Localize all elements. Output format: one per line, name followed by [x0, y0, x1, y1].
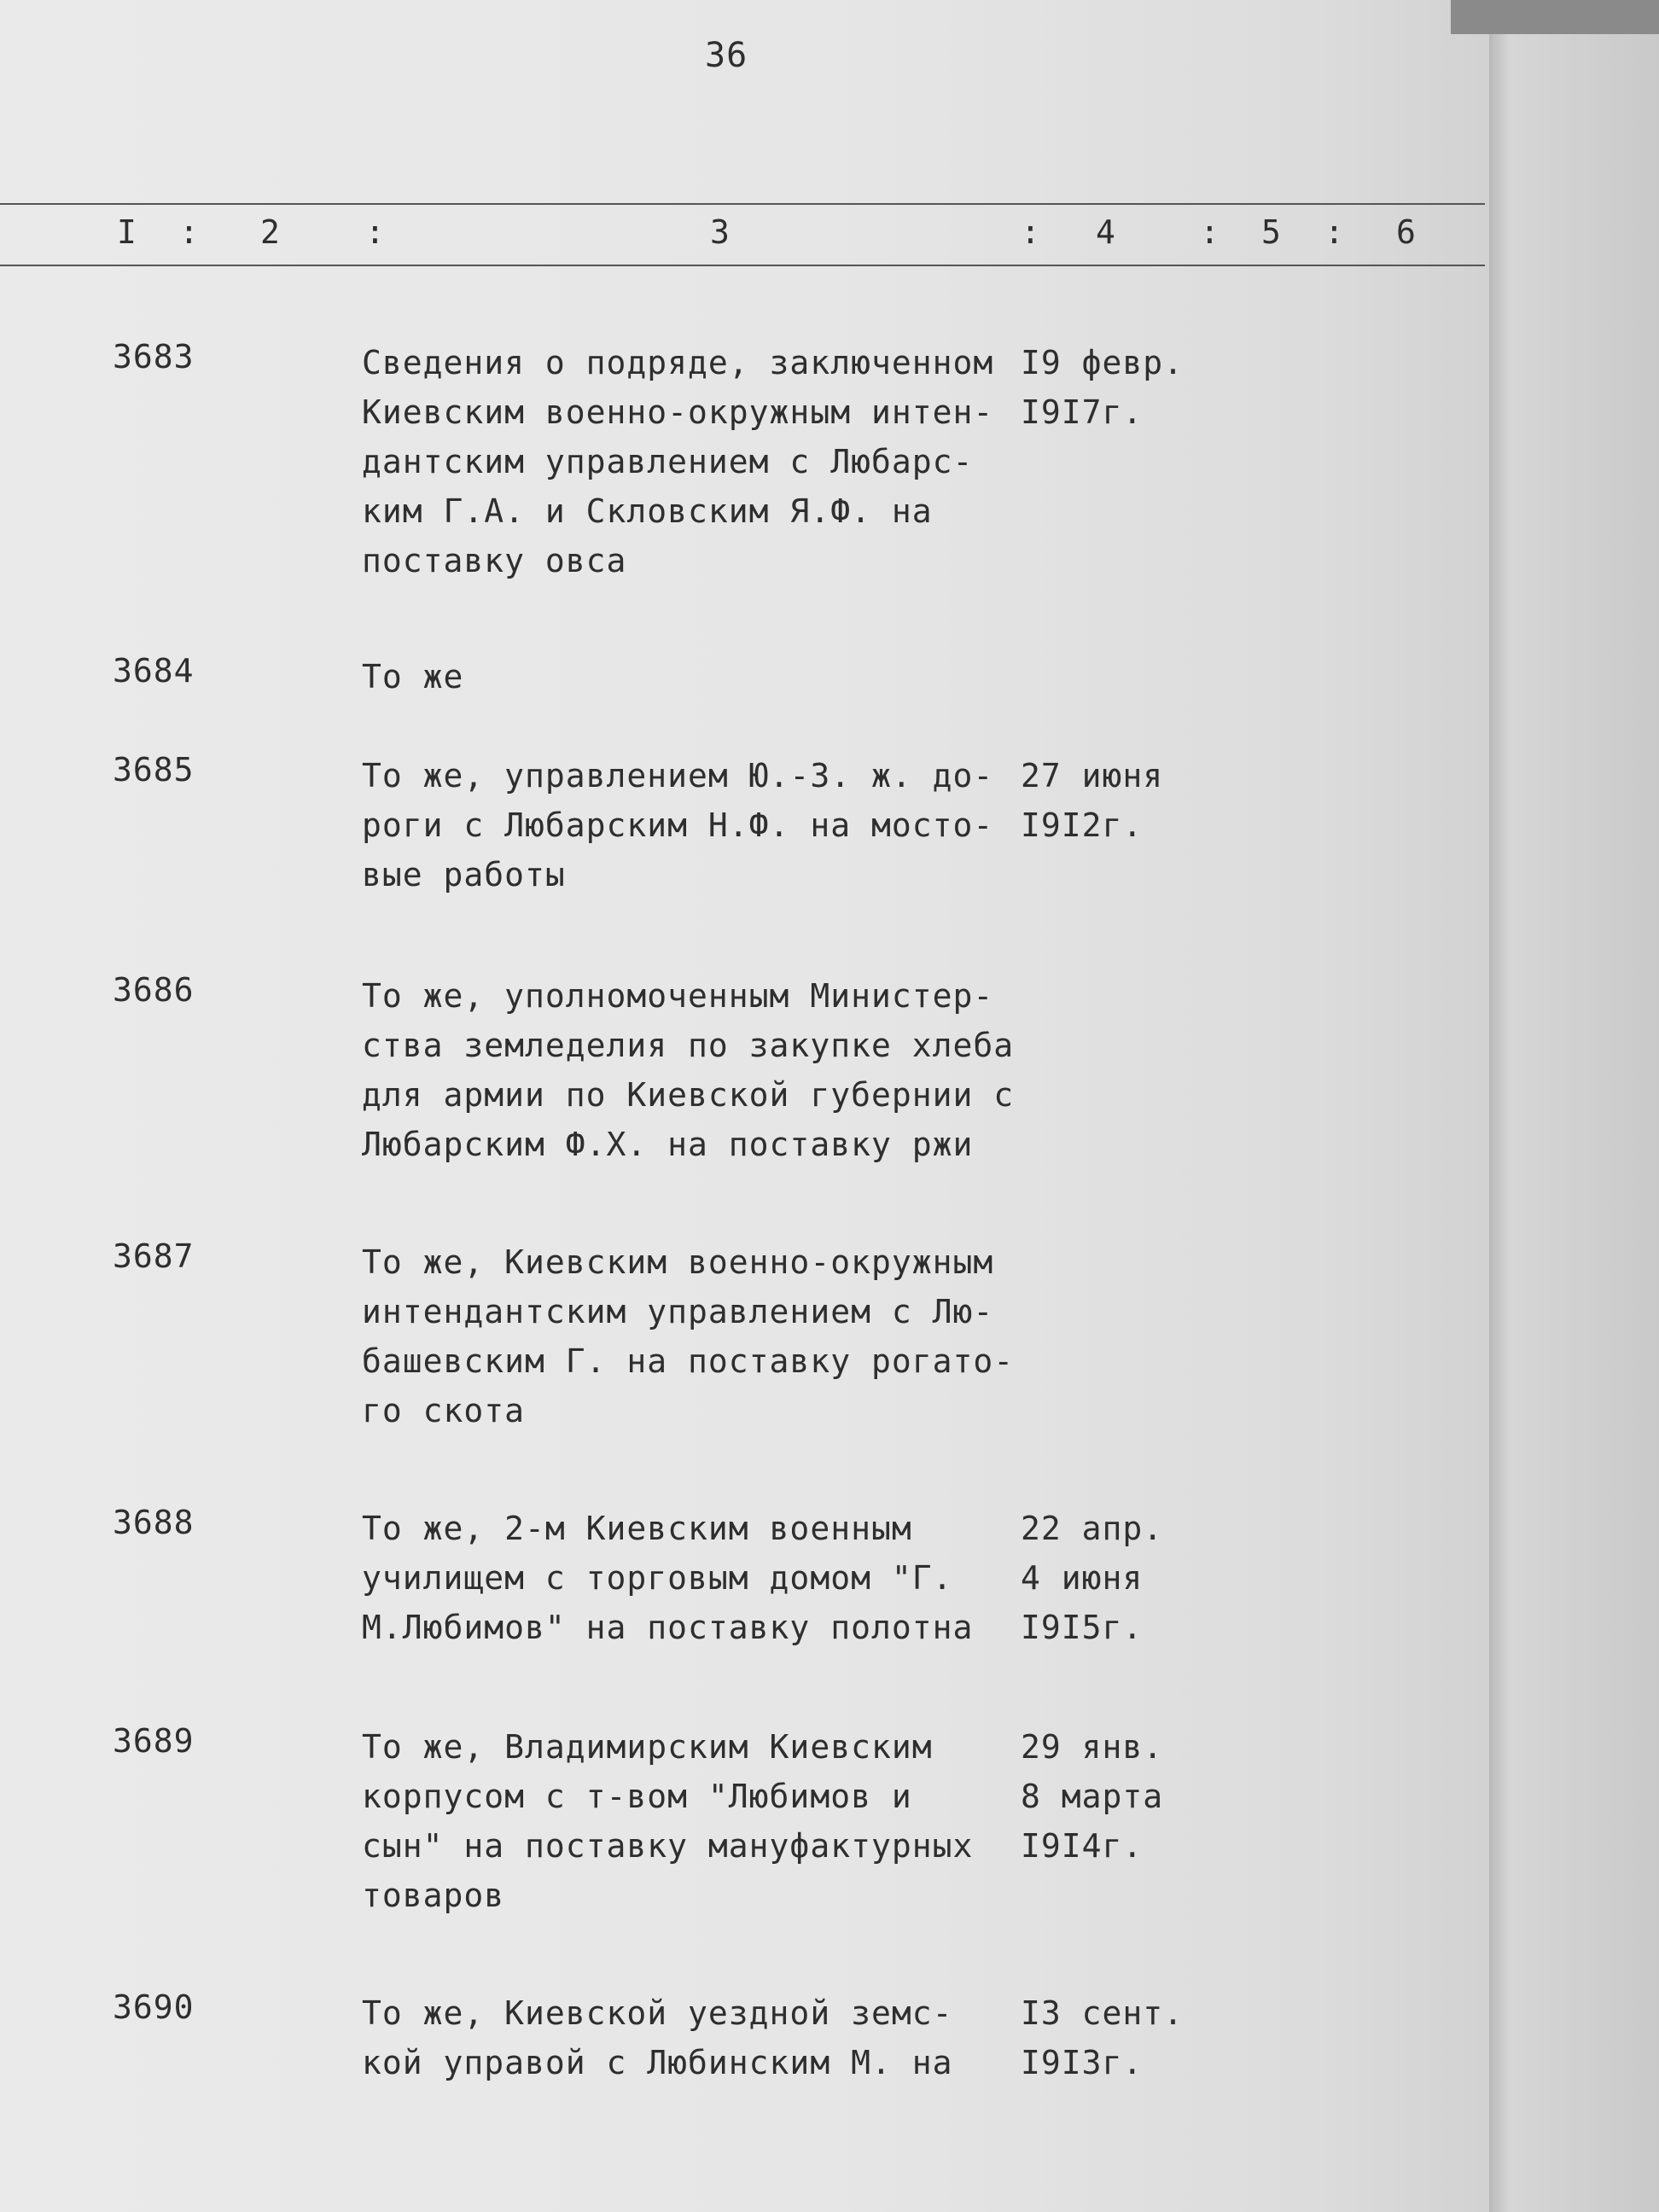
record-number: 3684	[113, 652, 195, 690]
description-line: го скота	[362, 1392, 526, 1429]
date-line: I3 сент.	[1021, 1994, 1185, 2032]
column-header-separator: :	[365, 213, 386, 251]
description-line: вые работы	[362, 856, 566, 894]
column-header-separator: :	[179, 213, 200, 251]
description-line: То же, Киевским военно-окружным	[362, 1243, 994, 1281]
date-line: 27 июня	[1021, 757, 1164, 795]
description-line: кой управой с Любинским М. на	[362, 2044, 953, 2081]
date-line: 4 июня	[1021, 1559, 1144, 1597]
page-number: 36	[705, 36, 748, 75]
column-header-separator: :	[1200, 213, 1220, 251]
record-number: 3683	[113, 338, 195, 375]
record-description	[362, 1722, 973, 1920]
description-line: То же, 2-м Киевским военным	[362, 1510, 912, 1547]
date-line: I9I5г.	[1021, 1609, 1144, 1646]
page-edge	[1489, 34, 1659, 2212]
column-header-1: I	[117, 213, 137, 251]
column-header-5: 5	[1261, 213, 1282, 251]
description-line: для армии по Киевской губернии с	[362, 1076, 1015, 1114]
record-dates	[1021, 338, 1184, 437]
description-line: То же, управлением Ю.-З. ж. до-	[362, 757, 994, 795]
description-line: То же, уполномоченным Министер-	[362, 977, 994, 1015]
column-header-separator: :	[1021, 213, 1041, 251]
description-line: сын" на поставку мануфактурных	[362, 1827, 974, 1865]
date-line: I9I3г.	[1021, 2044, 1144, 2081]
description-line: ким Г.А. и Скловским Я.Ф. на	[362, 492, 933, 530]
record-description	[362, 1237, 1014, 1435]
description-line: интендантским управлением с Лю-	[362, 1293, 994, 1330]
description-line: Киевским военно-окружным интен-	[362, 393, 994, 431]
record-dates	[1021, 751, 1163, 850]
date-line: I9I4г.	[1021, 1827, 1144, 1865]
record-number: 3687	[113, 1237, 195, 1275]
record-dates	[1021, 1722, 1163, 1871]
description-line: училищем с торговым домом "Г.	[362, 1559, 953, 1597]
date-line: I9I2г.	[1021, 806, 1144, 844]
record-number: 3685	[113, 751, 195, 789]
record-description	[362, 1988, 952, 2087]
description-line: башевским Г. на поставку рогато-	[362, 1342, 1015, 1380]
description-line: корпусом с т-вом "Любимов и	[362, 1778, 912, 1815]
description-line: ства земледелия по закупке хлеба	[362, 1027, 1015, 1064]
column-header-6: 6	[1396, 213, 1417, 251]
column-header-2: 2	[260, 213, 281, 251]
description-line: Сведения о подряде, заключенном	[362, 344, 994, 381]
record-dates	[1021, 1988, 1184, 2087]
description-line: М.Любимов" на поставку полотна	[362, 1609, 974, 1646]
date-line: I9 февр.	[1021, 344, 1185, 381]
date-line: 22 апр.	[1021, 1510, 1164, 1547]
description-line: поставку овса	[362, 542, 627, 579]
description-line: Любарским Ф.Х. на поставку ржи	[362, 1126, 974, 1163]
record-dates	[1021, 1504, 1163, 1652]
description-line: товаров	[362, 1877, 505, 1914]
column-header-4: 4	[1096, 213, 1116, 251]
record-number: 3690	[113, 1988, 195, 2026]
header-rule-top	[0, 203, 1485, 205]
date-line: 29 янв.	[1021, 1728, 1164, 1766]
date-line: I9I7г.	[1021, 393, 1144, 431]
description-line: То же, Киевской уездной земс-	[362, 1994, 953, 2032]
description-line: дантским управлением с Любарс-	[362, 443, 974, 480]
header-rule-bottom	[0, 265, 1485, 266]
record-number: 3688	[113, 1504, 195, 1541]
date-line: 8 марта	[1021, 1778, 1164, 1815]
description-line: То же	[362, 658, 464, 696]
column-header-3: 3	[710, 213, 731, 251]
record-description	[362, 751, 993, 899]
record-description	[362, 1504, 973, 1652]
column-header-separator: :	[1324, 213, 1345, 251]
page-edge-top	[1451, 0, 1659, 34]
record-description	[362, 971, 1014, 1169]
record-description	[362, 652, 463, 701]
record-number: 3689	[113, 1722, 195, 1760]
description-line: роги с Любарским Н.Ф. на мосто-	[362, 806, 994, 844]
description-line: То же, Владимирским Киевским	[362, 1728, 933, 1766]
record-description	[362, 338, 993, 585]
record-number: 3686	[113, 971, 195, 1009]
